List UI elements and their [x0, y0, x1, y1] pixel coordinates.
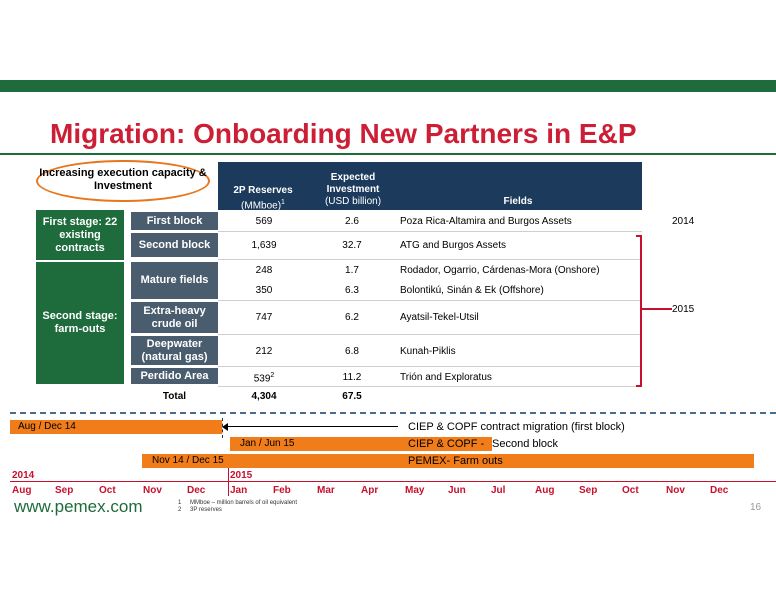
- total-investment: 67.5: [342, 391, 362, 402]
- timeline-year-2015: 2015: [230, 470, 253, 481]
- row-label-perdido: Perdido Area: [131, 368, 218, 384]
- month-label: Aug: [535, 485, 555, 496]
- page-number: 16: [750, 502, 762, 513]
- investment-value: 6.2: [345, 312, 359, 323]
- timeline-year-2014: 2014: [12, 470, 35, 481]
- timeline-bar3-label: Nov 14 / Dec 15: [152, 455, 224, 466]
- month-label: Dec: [187, 485, 206, 496]
- reserves-footnote-mark: 1: [281, 199, 285, 206]
- month-label: May: [405, 485, 425, 496]
- second-stage-bracket: [636, 235, 642, 387]
- month-label: Oct: [99, 485, 116, 496]
- month-label: Nov: [666, 485, 685, 496]
- timeline-divider: [10, 412, 776, 414]
- investment-value: 11.2: [342, 372, 362, 383]
- website-logo: www.pemex.com: [14, 497, 143, 516]
- month-label: Apr: [361, 485, 379, 496]
- row-label-extra-heavy: Extra-heavy crude oil: [131, 302, 218, 333]
- row-divider: [218, 259, 642, 260]
- fields-value: ATG and Burgos Assets: [400, 240, 506, 251]
- month-label: Jun: [448, 485, 466, 496]
- total-label: Total: [162, 391, 187, 402]
- total-reserves: 4,304: [251, 391, 277, 402]
- header-fields: Fields: [503, 196, 533, 207]
- reserves-value: 212: [255, 346, 273, 357]
- timeline-bar2-label: Jan / Jun 15: [240, 438, 295, 449]
- year-second-stage: 2015: [672, 304, 695, 315]
- fields-value: Rodador, Ogarrio, Cárdenas-Mora (Onshore): [400, 265, 600, 276]
- month-label: Dec: [710, 485, 729, 496]
- footnote-text: 3P reserves: [190, 507, 222, 513]
- header-reserves-unit: [228, 197, 298, 212]
- investment-value: 6.8: [345, 346, 359, 357]
- row-divider: [218, 300, 642, 301]
- title-divider: [0, 153, 776, 155]
- fields-value: Poza Rica-Altamira and Burgos Assets: [400, 216, 572, 227]
- footnote-number: 1: [178, 500, 182, 506]
- stage-second: Second stage: farm-outs: [36, 262, 124, 384]
- fields-value: Ayatsil-Tekel-Utsil: [400, 312, 479, 323]
- timeline-note-second-b: Second block: [492, 438, 559, 450]
- reserves-unit-text: (MMboe): [241, 200, 282, 212]
- reserves-value: [234, 372, 294, 384]
- reserves-value: 569: [255, 216, 273, 227]
- month-label: Sep: [55, 485, 74, 496]
- row-label-mature-fields: Mature fields: [131, 262, 218, 299]
- year-separator: [228, 468, 229, 496]
- row-divider: [218, 366, 642, 367]
- row-label-deepwater: Deepwater (natural gas): [131, 336, 218, 365]
- reserves-footnote-mark: 2: [270, 372, 275, 379]
- month-label: Mar: [317, 485, 335, 496]
- timeline-axis: [10, 481, 776, 482]
- header-reserves-label: 2P Reserves: [233, 185, 293, 196]
- investment-value: 6.3: [345, 285, 359, 296]
- fields-value: Trión and Exploratus: [400, 372, 492, 383]
- row-divider: [218, 231, 642, 232]
- reserves-value: 747: [255, 312, 273, 323]
- top-green-bar: [0, 80, 776, 92]
- page-title: Migration: Onboarding New Partners in E&P: [50, 118, 637, 149]
- oval-text: Increasing execution capacity & Investment: [39, 167, 207, 192]
- row-label-first-block: First block: [131, 212, 218, 230]
- row-divider: [218, 334, 642, 335]
- investment-value: 2.6: [345, 216, 359, 227]
- month-label: Feb: [273, 485, 291, 496]
- investment-value: 1.7: [345, 265, 359, 276]
- fields-value: Bolontikú, Sinán & Ek (Offshore): [400, 285, 544, 296]
- month-label: Sep: [579, 485, 598, 496]
- bracket-pointer: [642, 308, 672, 310]
- year-first-stage: 2014: [672, 216, 695, 227]
- month-label: Aug: [12, 485, 32, 496]
- header-investment: [318, 172, 388, 208]
- arrow-line: [224, 426, 398, 427]
- timeline-note-farm-outs: PEMEX- Farm outs: [408, 455, 503, 467]
- stage-first: First stage: 22 existing contracts: [36, 210, 124, 260]
- reserves-number: 539: [253, 373, 271, 385]
- timeline-note-first: CIEP & COPF contract migration (first block): [408, 421, 625, 433]
- footnote-text: MMboe – million barrels of oil equivalent: [190, 500, 298, 506]
- header-investment-unit: (USD billion): [324, 196, 382, 207]
- row-divider: [218, 386, 642, 387]
- header-reserves: [228, 185, 298, 212]
- reserves-value: 248: [255, 265, 273, 276]
- header-investment-label: Expected Investment: [326, 172, 380, 195]
- timeline-note-second-a: CIEP & COPF -: [408, 438, 485, 450]
- month-label: Oct: [622, 485, 639, 496]
- row-label-second-block: Second block: [131, 233, 218, 257]
- reserves-value: 350: [255, 285, 273, 296]
- month-label: Nov: [143, 485, 162, 496]
- footnote-number: 2: [178, 507, 182, 513]
- investment-value: 32.7: [342, 240, 362, 251]
- fields-value: Kunah-Piklis: [400, 346, 456, 357]
- month-label: Jan: [230, 485, 248, 496]
- arrow-left-icon: [222, 423, 228, 431]
- reserves-value: 1,639: [251, 240, 277, 251]
- timeline-bar-first-block: Aug / Dec 14: [10, 420, 222, 434]
- month-label: Jul: [491, 485, 506, 496]
